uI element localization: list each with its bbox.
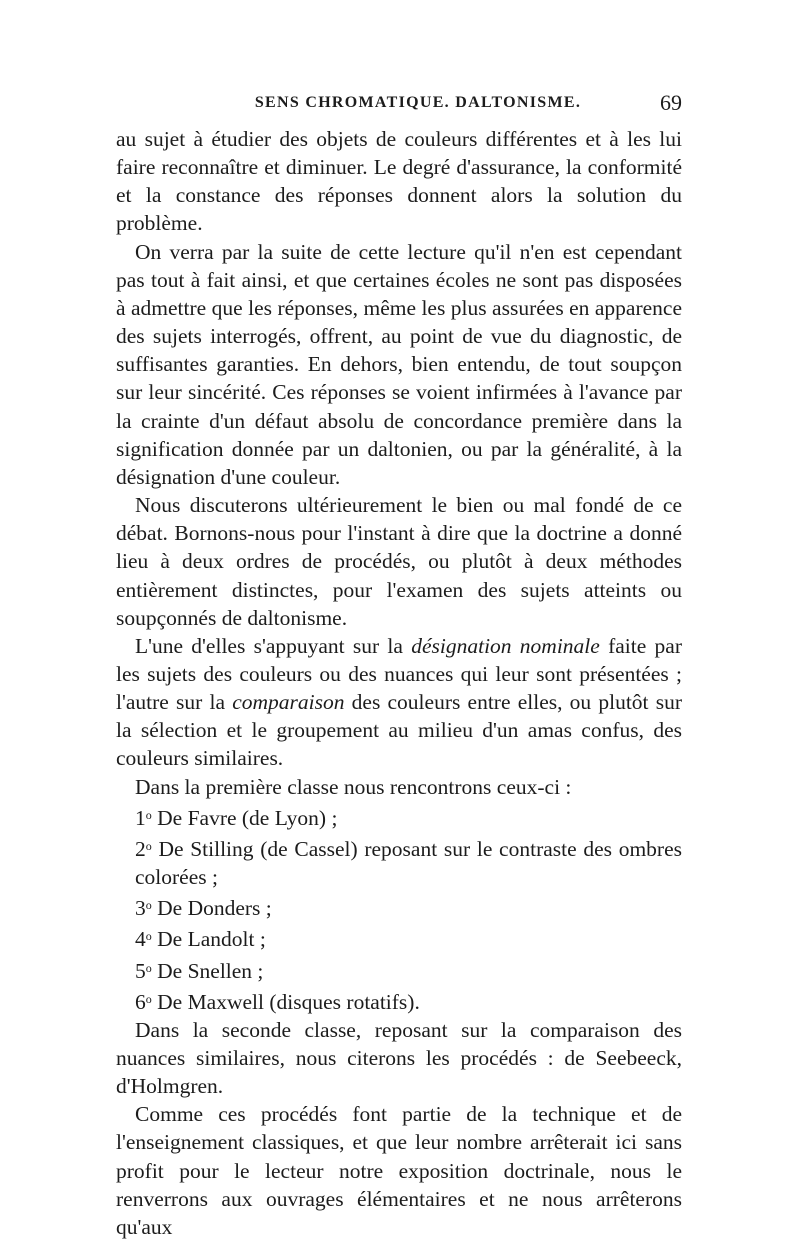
- list-item: [116, 922, 682, 953]
- emphasis-comparaison: comparaison: [232, 690, 345, 715]
- list-number: 5$^o$: [135, 958, 152, 983]
- list-text: De Donders ;: [151, 896, 272, 921]
- list-number: 2$^o$: [135, 836, 152, 861]
- paragraph: Dans la première classe nous rencontrons ceux-ci :: [135, 774, 572, 799]
- list-text: De Stilling (de Cassel) reposant sur le contraste des ombres colorées ;: [135, 836, 682, 890]
- page-number: 69: [660, 90, 682, 115]
- body-text: [116, 125, 682, 1241]
- list-text: De Snellen ;: [151, 958, 264, 983]
- list-number: 6$^o$: [135, 989, 152, 1014]
- text-run: des couleurs entre elles, ou plutôt sur la sélection et le groupement au milieu d'un amas confus, des couleurs similaires.: [116, 690, 682, 771]
- list-number: 3$^o$: [135, 896, 152, 921]
- list-item: [116, 891, 682, 922]
- running-title: SENS CHROMATIQUE. DALTONISME.: [254, 94, 582, 111]
- list-text: De Landolt ;: [151, 927, 266, 952]
- list-text: De Favre (de Lyon) ;: [151, 805, 338, 830]
- running-head: [116, 92, 682, 122]
- list-item: [116, 954, 682, 985]
- paragraph-with-emphasis: [116, 632, 682, 773]
- text-run: L'une d'elles s'appuyant sur la: [135, 633, 412, 658]
- emphasis-designation-nominale: désignation nominale: [411, 633, 600, 658]
- list-number: 4$^o$: [135, 927, 152, 952]
- list-number: 1$^o$: [135, 805, 152, 830]
- list-item: [116, 801, 682, 832]
- method-list: [116, 801, 682, 1016]
- paragraph: On verra par la suite de cette lecture qu'il n'en est cependant pas tout à fait ainsi, et que certaines écoles ne sont pas disposées à admettre que les réponses, même les plus assurées en apparence des sujets interrogés, offrent, au point de vue du diagnostic, de suffisantes garanties. En dehors, bien entendu, de tout soupçon sur leur sincérité. Ces réponses se voient infirmées à l'avance par la crainte d'un défaut absolu de concordance première dans la signification donnée par un daltonien, ou par la généralité, à la désignation d'une couleur.: [116, 239, 682, 489]
- list-text: De Maxwell (disques rotatifs).: [151, 989, 420, 1014]
- list-item: [116, 985, 682, 1016]
- paragraph: Comme ces procédés font partie de la technique et de l'enseignement classiques, et que leur nombre arrêterait ici sans profit pour le lecteur notre exposition doctrinale, nous le renverrons aux ouvrages élémentaires et ne nous arrêterons qu'aux: [116, 1102, 682, 1239]
- paragraph: Dans la seconde classe, reposant sur la comparaison des nuances similaires, nous citerons les procédés : de Seebeeck, d'Holmgren.: [116, 1017, 682, 1099]
- text-run: faite par les sujets des couleurs ou des nuances qui leur sont présentées ; l'autre sur la: [116, 633, 682, 715]
- paragraph: Nous discuterons ultérieurement le bien ou mal fondé de ce débat. Bornons-nous pour l'instant à dire que la doctrine a donné lieu à deux ordres de procédés, ou plutôt à deux méthodes entièrement distinctes, pour l'examen des sujets atteints ou soupçonnés de daltonisme.: [116, 493, 682, 630]
- paragraph-continuation: au sujet à étudier des objets de couleurs différentes et à les lui faire reconnaître et diminuer. Le degré d'assurance, la conformité et la constance des réponses donnent alors la solution du problème.: [116, 127, 682, 236]
- list-item: [116, 832, 682, 891]
